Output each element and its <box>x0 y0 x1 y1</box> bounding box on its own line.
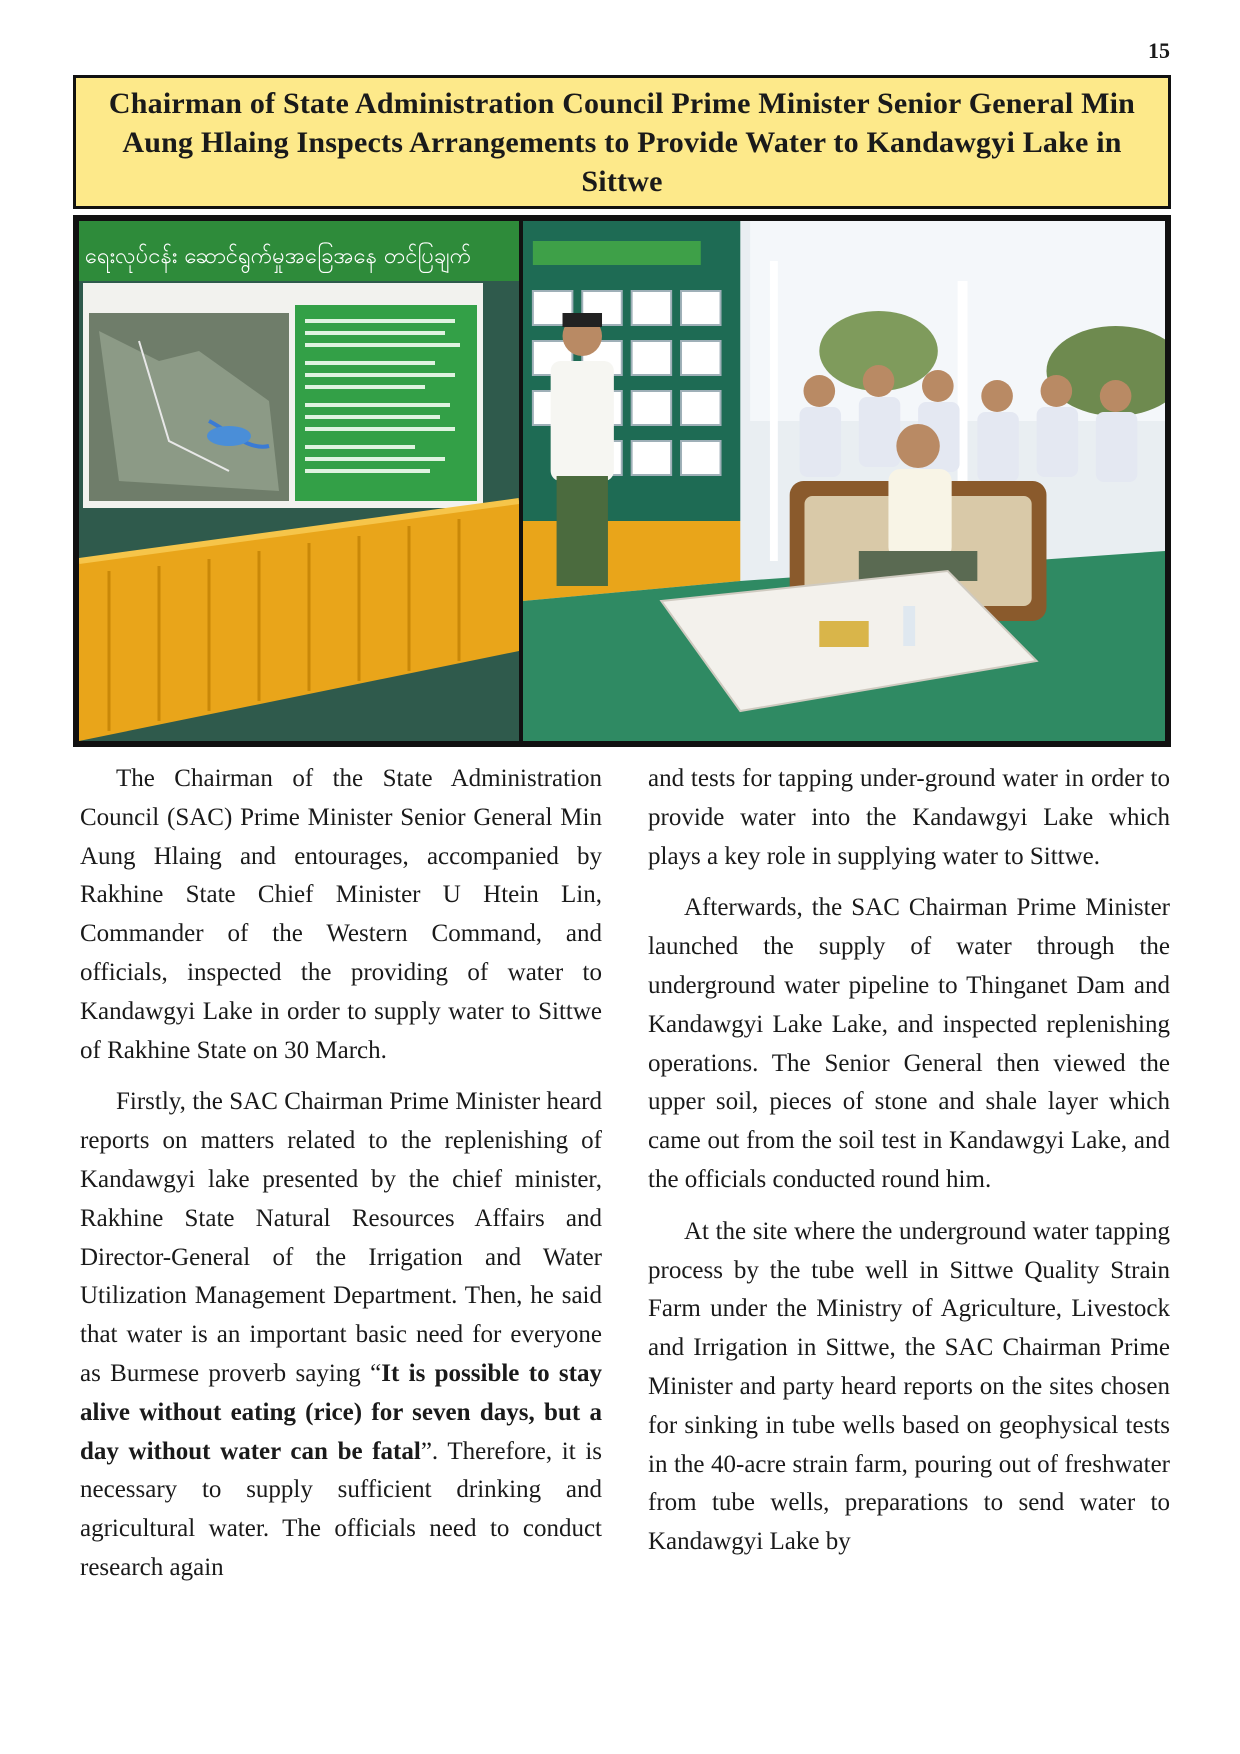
paragraph-2-text-a: Firstly, the SAC Chairman Prime Minister heard reports on matters related to the replenishing of Kandawgyi lake presented by the chief minister, Rakhine State Natural Resources Affairs and Director-General of the Irrigation and Water Utilization Management Department. Then, he said that water is an important basic need for everyone as Burmese proverb saying “ <box>80 1088 602 1387</box>
officials-meeting-image <box>523 221 1165 741</box>
photo-presentation-board <box>79 221 519 741</box>
column-right <box>648 760 1170 1601</box>
paragraph-2 <box>80 1083 602 1587</box>
photo-frame <box>73 215 1171 747</box>
paragraph-4: Afterwards, the SAC Chairman Prime Minister launched the supply of water through the underground water pipeline to Thinganet Dam and Kandawgyi Lake Lake, and inspected replenishing operations. The Senior General then viewed the upper soil, pieces of stone and shale layer which came out from the soil test in Kandawgyi Lake, and the officials conducted round him. <box>648 894 1170 1193</box>
title-box <box>73 75 1171 209</box>
paragraph-5: At the site where the underground water tapping process by the tube well in Sittwe Quality Strain Farm under the Ministry of Agriculture, Livestock and Irrigation in Sittwe, the SAC Chairman Prime Minister and party heard reports on the sites chosen for sinking in tube wells based on geophysical tests in the 40-acre strain farm, pouring out of freshwater from tube wells, preparations to send water to Kandawgyi Lake by <box>648 1217 1170 1556</box>
paragraph-2-text-b: ”. Therefore, it is necessary to supply sufficient drinking and agricultural water. The officials need to conduct research again <box>80 1437 602 1581</box>
presentation-board-image <box>79 221 519 741</box>
column-left <box>80 760 602 1601</box>
proverb-quote: It is possible to stay alive without eating (rice) for seven days, but a day without water can be fatal <box>80 1359 602 1465</box>
article-columns <box>80 760 1170 1601</box>
page-number: 15 <box>1148 38 1170 63</box>
paragraph-3: and tests for tapping under-ground water in order to provide water into the Kandawgyi Lake which plays a key role in supplying water to Sittwe. <box>648 765 1170 870</box>
paragraph-1: The Chairman of the State Administration Council (SAC) Prime Minister Senior General Min Aung Hlaing and entourages, accompanied by Rakhine State Chief Minister U Htein Lin, Commander of the Western Command, and officials, inspected the providing of water to Kandawgyi Lake in order to supply water to Sittwe of Rakhine State on 30 March. <box>80 765 602 1064</box>
photo-officials-meeting <box>523 221 1165 741</box>
banner-text: ရေးလုပ်ငန်း ဆောင်ရွက်မှုအခြေအနေ တင်ပြချက် <box>85 244 472 269</box>
article-title: Chairman of State Administration Council Prime Minister Senior General Min Aung Hlaing Inspects Arrangements to Provide Water to Kandawgyi Lake in Sittwe <box>108 86 1136 198</box>
